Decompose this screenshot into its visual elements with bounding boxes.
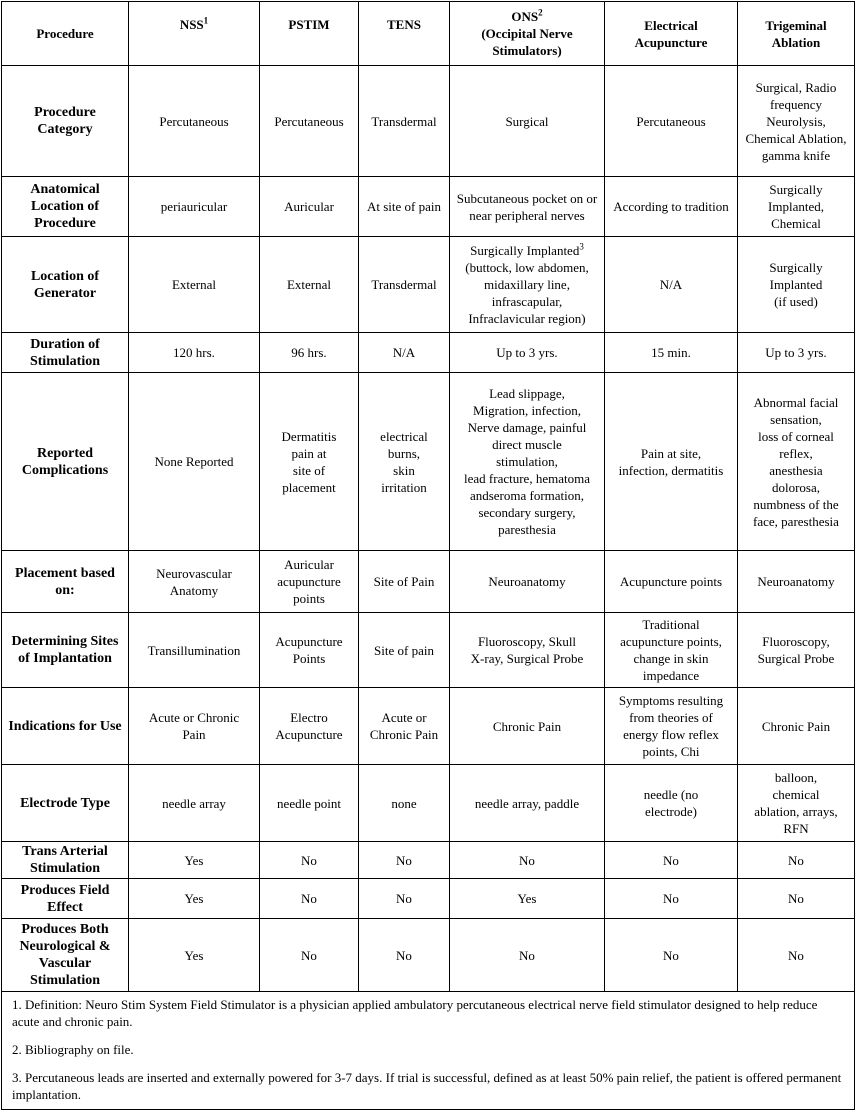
cell-ons [450,237,605,333]
footnote-2: 2. Bibliography on file. [12,1042,134,1057]
table-row [2,879,855,919]
row-label: Indications for Use [2,688,129,765]
cell-pstim: 96 hrs. [260,333,359,373]
notes-row [2,992,855,1110]
cell-nss: Acute or Chronic Pain [129,688,260,765]
cell-tens: At site of pain [359,177,450,237]
cell-electrical-acupuncture: No [605,919,738,992]
cell-electrical-acupuncture: Symptoms resulting from theories of energy flow reflex points, Chi [605,688,738,765]
cell-pstim: Auricular acupuncture points [260,551,359,613]
row-label: Location of Generator [2,237,129,333]
cell-electrical-acupuncture: Traditional acupuncture points, change in skin impedance [605,613,738,688]
cell-pstim: Percutaneous [260,66,359,177]
table-row [2,688,855,765]
comparison-table [1,1,855,1110]
cell-pstim: Electro Acupuncture [260,688,359,765]
table-row [2,177,855,237]
cell-nss: Yes [129,919,260,992]
cell-trigeminal-ablation: No [738,919,855,992]
table-row [2,613,855,688]
header-ons: ONS$^2$ (Occipital Nerve Stimulators) [450,2,605,66]
cell-nss: External [129,237,260,333]
cell-nss: needle array [129,765,260,842]
row-label: Anatomical Location of Procedure [2,177,129,237]
cell-tens: N/A [359,333,450,373]
cell-nss: Transillumination [129,613,260,688]
header-electrical-acupuncture: Electrical Acupuncture [605,2,738,66]
cell-trigeminal-ablation: Fluoroscopy, Surgical Probe [738,613,855,688]
cell-trigeminal-ablation: No [738,842,855,879]
table-row [2,919,855,992]
cell-nss: Percutaneous [129,66,260,177]
cell-ons: Yes [450,879,605,919]
header-pstim: PSTIM [260,2,359,66]
cell-ons: No [450,919,605,992]
row-label: Electrode Type [2,765,129,842]
cell-pstim: External [260,237,359,333]
cell-tens: Transdermal [359,66,450,177]
cell-pstim: No [260,842,359,879]
cell-pstim: needle point [260,765,359,842]
cell-tens: Site of Pain [359,551,450,613]
cell-pstim: No [260,879,359,919]
footnote-1: 1. Definition: Neuro Stim System Field Stimulator is a physician applied ambulatory percutaneous electrical nerve field stimulator designed to help reduce acute and chronic pain. [12,997,818,1029]
table-body [2,66,855,1110]
cell-pstim: Dermatitis pain at site of placement [260,373,359,551]
cell-text: Surgically Implanted [470,243,580,258]
cell-ons: Lead slippage, Migration, infection, Nerve damage, painful direct muscle stimulation, lead fracture, hematoma andseroma formation, secondary surgery, paresthesia [450,373,605,551]
cell-electrical-acupuncture: 15 min. [605,333,738,373]
footnotes [2,992,855,1110]
cell-tens: No [359,879,450,919]
cell-trigeminal-ablation: Chronic Pain [738,688,855,765]
cell-tens: No [359,919,450,992]
cell-ons: needle array, paddle [450,765,605,842]
row-label: Trans Arterial Stimulation [2,842,129,879]
cell-electrical-acupuncture: According to tradition [605,177,738,237]
cell-nss: None Reported [129,373,260,551]
row-label: Produces Field Effect [2,879,129,919]
cell-pstim: Acupuncture Points [260,613,359,688]
cell-trigeminal-ablation: Surgically Implanted (if used) [738,237,855,333]
cell-nss: Yes [129,879,260,919]
header-tens: TENS [359,2,450,66]
cell-trigeminal-ablation: Up to 3 yrs. [738,333,855,373]
header-trigeminal-ablation: Trigeminal Ablation [738,2,855,66]
cell-tens: electrical burns, skin irritation [359,373,450,551]
table-row [2,551,855,613]
table-row [2,765,855,842]
cell-trigeminal-ablation: Neuroanatomy [738,551,855,613]
footnote-ref: 3 [579,241,584,252]
row-label: Determining Sites of Implantation [2,613,129,688]
header-nss: NSS$^1$ [129,2,260,66]
cell-electrical-acupuncture: No [605,879,738,919]
cell-electrical-acupuncture: N/A [605,237,738,333]
cell-ons: Subcutaneous pocket on or near peripheral nerves [450,177,605,237]
row-label: Reported Complications [2,373,129,551]
table-row [2,237,855,333]
cell-nss: periauricular [129,177,260,237]
cell-ons: Surgical [450,66,605,177]
cell-trigeminal-ablation: Abnormal facial sensation, loss of corneal reflex, anesthesia dolorosa, numbness of the face, paresthesia [738,373,855,551]
cell-electrical-acupuncture: No [605,842,738,879]
row-label: Produces Both Neurological & Vascular Stimulation [2,919,129,992]
cell-nss: 120 hrs. [129,333,260,373]
cell-electrical-acupuncture: Acupuncture points [605,551,738,613]
cell-pstim: Auricular [260,177,359,237]
table-row [2,66,855,177]
cell-trigeminal-ablation: balloon, chemical ablation, arrays, RFN [738,765,855,842]
cell-tens: Site of pain [359,613,450,688]
cell-nss: Yes [129,842,260,879]
footnote-3: 3. Percutaneous leads are inserted and externally powered for 3-7 days. If trial is successful, defined as at least 50% pain relief, the patient is offered permanent implantation. [12,1070,842,1102]
header-row [2,2,855,66]
cell-electrical-acupuncture: Pain at site, infection, dermatitis [605,373,738,551]
cell-electrical-acupuncture: needle (no electrode) [605,765,738,842]
cell-tens: Acute or Chronic Pain [359,688,450,765]
cell-ons: No [450,842,605,879]
cell-tens: No [359,842,450,879]
cell-trigeminal-ablation: Surgical, Radio frequency Neurolysis, Chemical Ablation, gamma knife [738,66,855,177]
cell-nss: Neurovascular Anatomy [129,551,260,613]
cell-ons: Neuroanatomy [450,551,605,613]
cell-ons: Fluoroscopy, Skull X-ray, Surgical Probe [450,613,605,688]
cell-electrical-acupuncture: Percutaneous [605,66,738,177]
row-label: Duration of Stimulation [2,333,129,373]
header-procedure: Procedure [2,2,129,66]
row-label: Procedure Category [2,66,129,177]
cell-text: (buttock, low abdomen, midaxillary line, infrascapular, Infraclavicular region) [465,260,589,326]
cell-tens: none [359,765,450,842]
cell-tens: Transdermal [359,237,450,333]
table-row [2,333,855,373]
cell-trigeminal-ablation: No [738,879,855,919]
table-row [2,842,855,879]
table-row [2,373,855,551]
cell-ons: Chronic Pain [450,688,605,765]
cell-trigeminal-ablation: Surgically Implanted, Chemical [738,177,855,237]
cell-ons: Up to 3 yrs. [450,333,605,373]
cell-pstim: No [260,919,359,992]
row-label: Placement based on: [2,551,129,613]
